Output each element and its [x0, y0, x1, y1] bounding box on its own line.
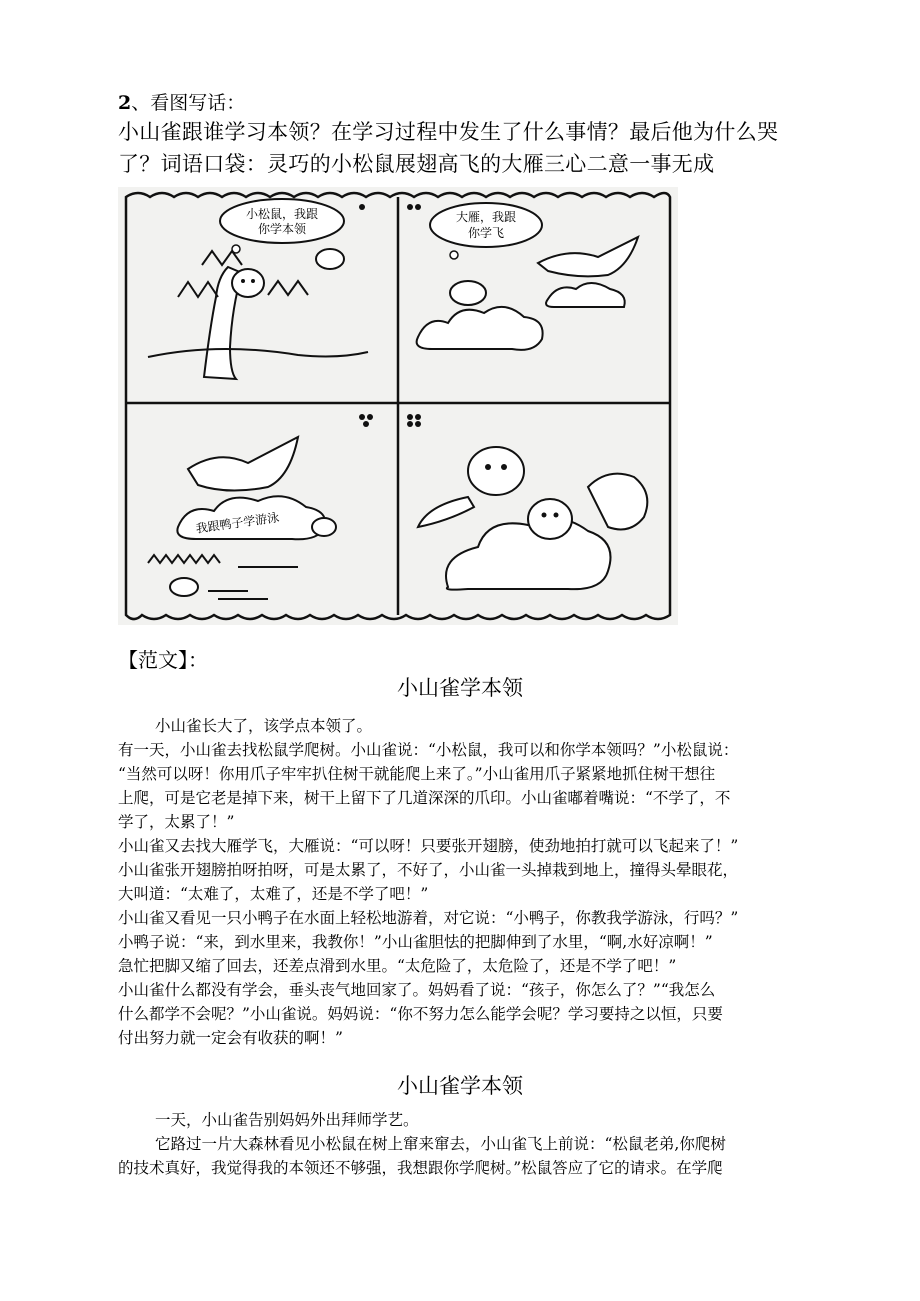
speech-bubble-icon	[220, 199, 344, 243]
wild-goose-icon	[188, 437, 298, 491]
squirrel-eye-icon	[251, 279, 255, 283]
essay-1-line: 小山雀长大了，该学点本领了。	[155, 717, 373, 735]
sparrow-crying-icon	[528, 499, 572, 539]
panel-4-number-mark	[415, 414, 421, 420]
question-heading-text: 、看图写话：	[131, 92, 246, 114]
essay-2-line: 一天，小山雀告别妈妈外出拜师学艺。	[155, 1111, 419, 1129]
panel-4-number-mark	[415, 421, 421, 427]
panel-1-bubble-line-2: 你学本领	[257, 222, 307, 236]
wild-goose-icon	[538, 237, 638, 276]
cloud-icon	[417, 307, 543, 350]
bird-eye-icon	[554, 513, 559, 518]
essay-2-line: 它路过一片大森林看见小松鼠在树上窜来窜去，小山雀飞上前说：“松鼠老弟,你爬树	[155, 1135, 726, 1153]
essay-1-line: 大叫道：“太难了，太难了，还是不学了吧！”	[118, 885, 429, 903]
question-line-1: 小山雀跟谁学习本领？在学习过程中发生了什么事情？最后他为什么哭	[118, 120, 779, 144]
panel-3-banner: 我跟鸭子学游泳	[194, 510, 281, 536]
comic-svg	[118, 187, 678, 625]
bird-eye-icon	[485, 464, 491, 470]
essay-1-line: 小山雀又去找大雁学飞，大雁说：“可以呀！只要张开翅膀，使劲地拍打就可以飞起来了！”	[118, 837, 739, 855]
comic-panel-4	[407, 414, 647, 590]
squirrel-icon	[232, 269, 264, 297]
essay-1-line: 小鸭子说：“来，到水里来，我教你！”小山雀胆怯的把脚伸到了水里，“啊,水好凉啊！”	[118, 933, 713, 951]
wing-icon	[418, 497, 474, 527]
essay-2-title: 小山雀学本领	[397, 1074, 523, 1098]
comic-panel-3	[148, 414, 373, 599]
question-line-2: 了？词语口袋：灵巧的小松鼠展翅高飞的大雁三心二意一事无成	[118, 152, 715, 176]
bush-icon	[588, 474, 647, 530]
essay-1-line: 什么都学不会呢？”小山雀说。妈妈说：“你不努力怎么能学会呢？学习要持之以恒，只要	[118, 1005, 723, 1023]
bubble-dot-icon	[450, 251, 458, 259]
bird-eye-icon	[542, 513, 547, 518]
panel-4-number-mark	[407, 421, 413, 427]
essay-1-title: 小山雀学本领	[397, 676, 523, 700]
comic-panel-1	[148, 199, 368, 379]
essay-1-line: 有一天，小山雀去找松鼠学爬树。小山雀说：“小松鼠，我可以和你学本领吗？”小松鼠说：	[118, 741, 739, 759]
panel-1-bubble-line-1: 小松鼠，我跟	[245, 207, 319, 221]
sparrow-icon	[316, 249, 344, 269]
panel-1-number-mark	[359, 204, 365, 210]
comic-illustration	[118, 187, 678, 625]
panel-3-number-mark	[363, 421, 369, 427]
panel-2-number-mark	[407, 204, 413, 210]
fanwen-label: 【范文】：	[118, 648, 208, 672]
ground-line-icon	[148, 349, 368, 357]
comic-panel-2	[407, 203, 638, 350]
panel-3-number-mark	[359, 414, 365, 420]
sparrow-icon	[450, 281, 486, 305]
panel-2-number-mark	[415, 204, 421, 210]
panel-3-number-mark	[367, 414, 373, 420]
essay-1-line: 上爬，可是它老是掉下来，树干上留下了几道深深的爪印。小山雀嘟着嘴说：“不学了，不	[118, 789, 731, 807]
panel-4-number-mark	[407, 414, 413, 420]
essay-2-line: 的技术真好，我觉得我的本领还不够强，我想跟你学爬树。”松鼠答应了它的请求。在学爬	[118, 1159, 723, 1177]
essay-1-line: “当然可以呀！你用爪子牢牢扒住树干就能爬上来了。”小山雀用爪子紧紧地抓住树干想往	[118, 765, 716, 783]
essay-1-line: 学了，太累了！”	[118, 813, 235, 831]
ground-patch-icon	[446, 518, 611, 589]
panel-2-bubble-line-2: 你学飞	[467, 226, 505, 240]
question-heading	[118, 88, 245, 115]
panel-2-bubble-line-1: 大雁，我跟	[455, 210, 517, 224]
water-ripple-icon	[208, 591, 268, 599]
bird-eye-icon	[501, 464, 507, 470]
essay-1-line: 付出努力就一定会有收获的啊！”	[118, 1029, 343, 1047]
mother-bird-icon	[468, 447, 524, 495]
squirrel-eye-icon	[241, 279, 245, 283]
sparrow-icon	[312, 518, 336, 536]
essay-1-line: 小山雀张开翅膀拍呀拍呀，可是太累了，不好了，小山雀一头掉栽到地上，撞得头晕眼花，	[118, 861, 739, 879]
question-number: 2	[118, 92, 132, 114]
essay-1-line: 小山雀什么都没有学会，垂头丧气地回家了。妈妈看了说：“孩子，你怎么了？”“我怎么	[118, 981, 716, 999]
water-waves-icon	[148, 555, 298, 567]
essay-1-line: 急忙把脚又缩了回去，还差点滑到水里。“太危险了，太危险了，还是不学了吧！”	[118, 957, 677, 975]
essay-1-line: 小山雀又看见一只小鸭子在水面上轻松地游着，对它说：“小鸭子，你教我学游泳，行吗？”	[118, 909, 739, 927]
cloud-icon	[546, 283, 625, 307]
duckling-icon	[170, 578, 198, 596]
